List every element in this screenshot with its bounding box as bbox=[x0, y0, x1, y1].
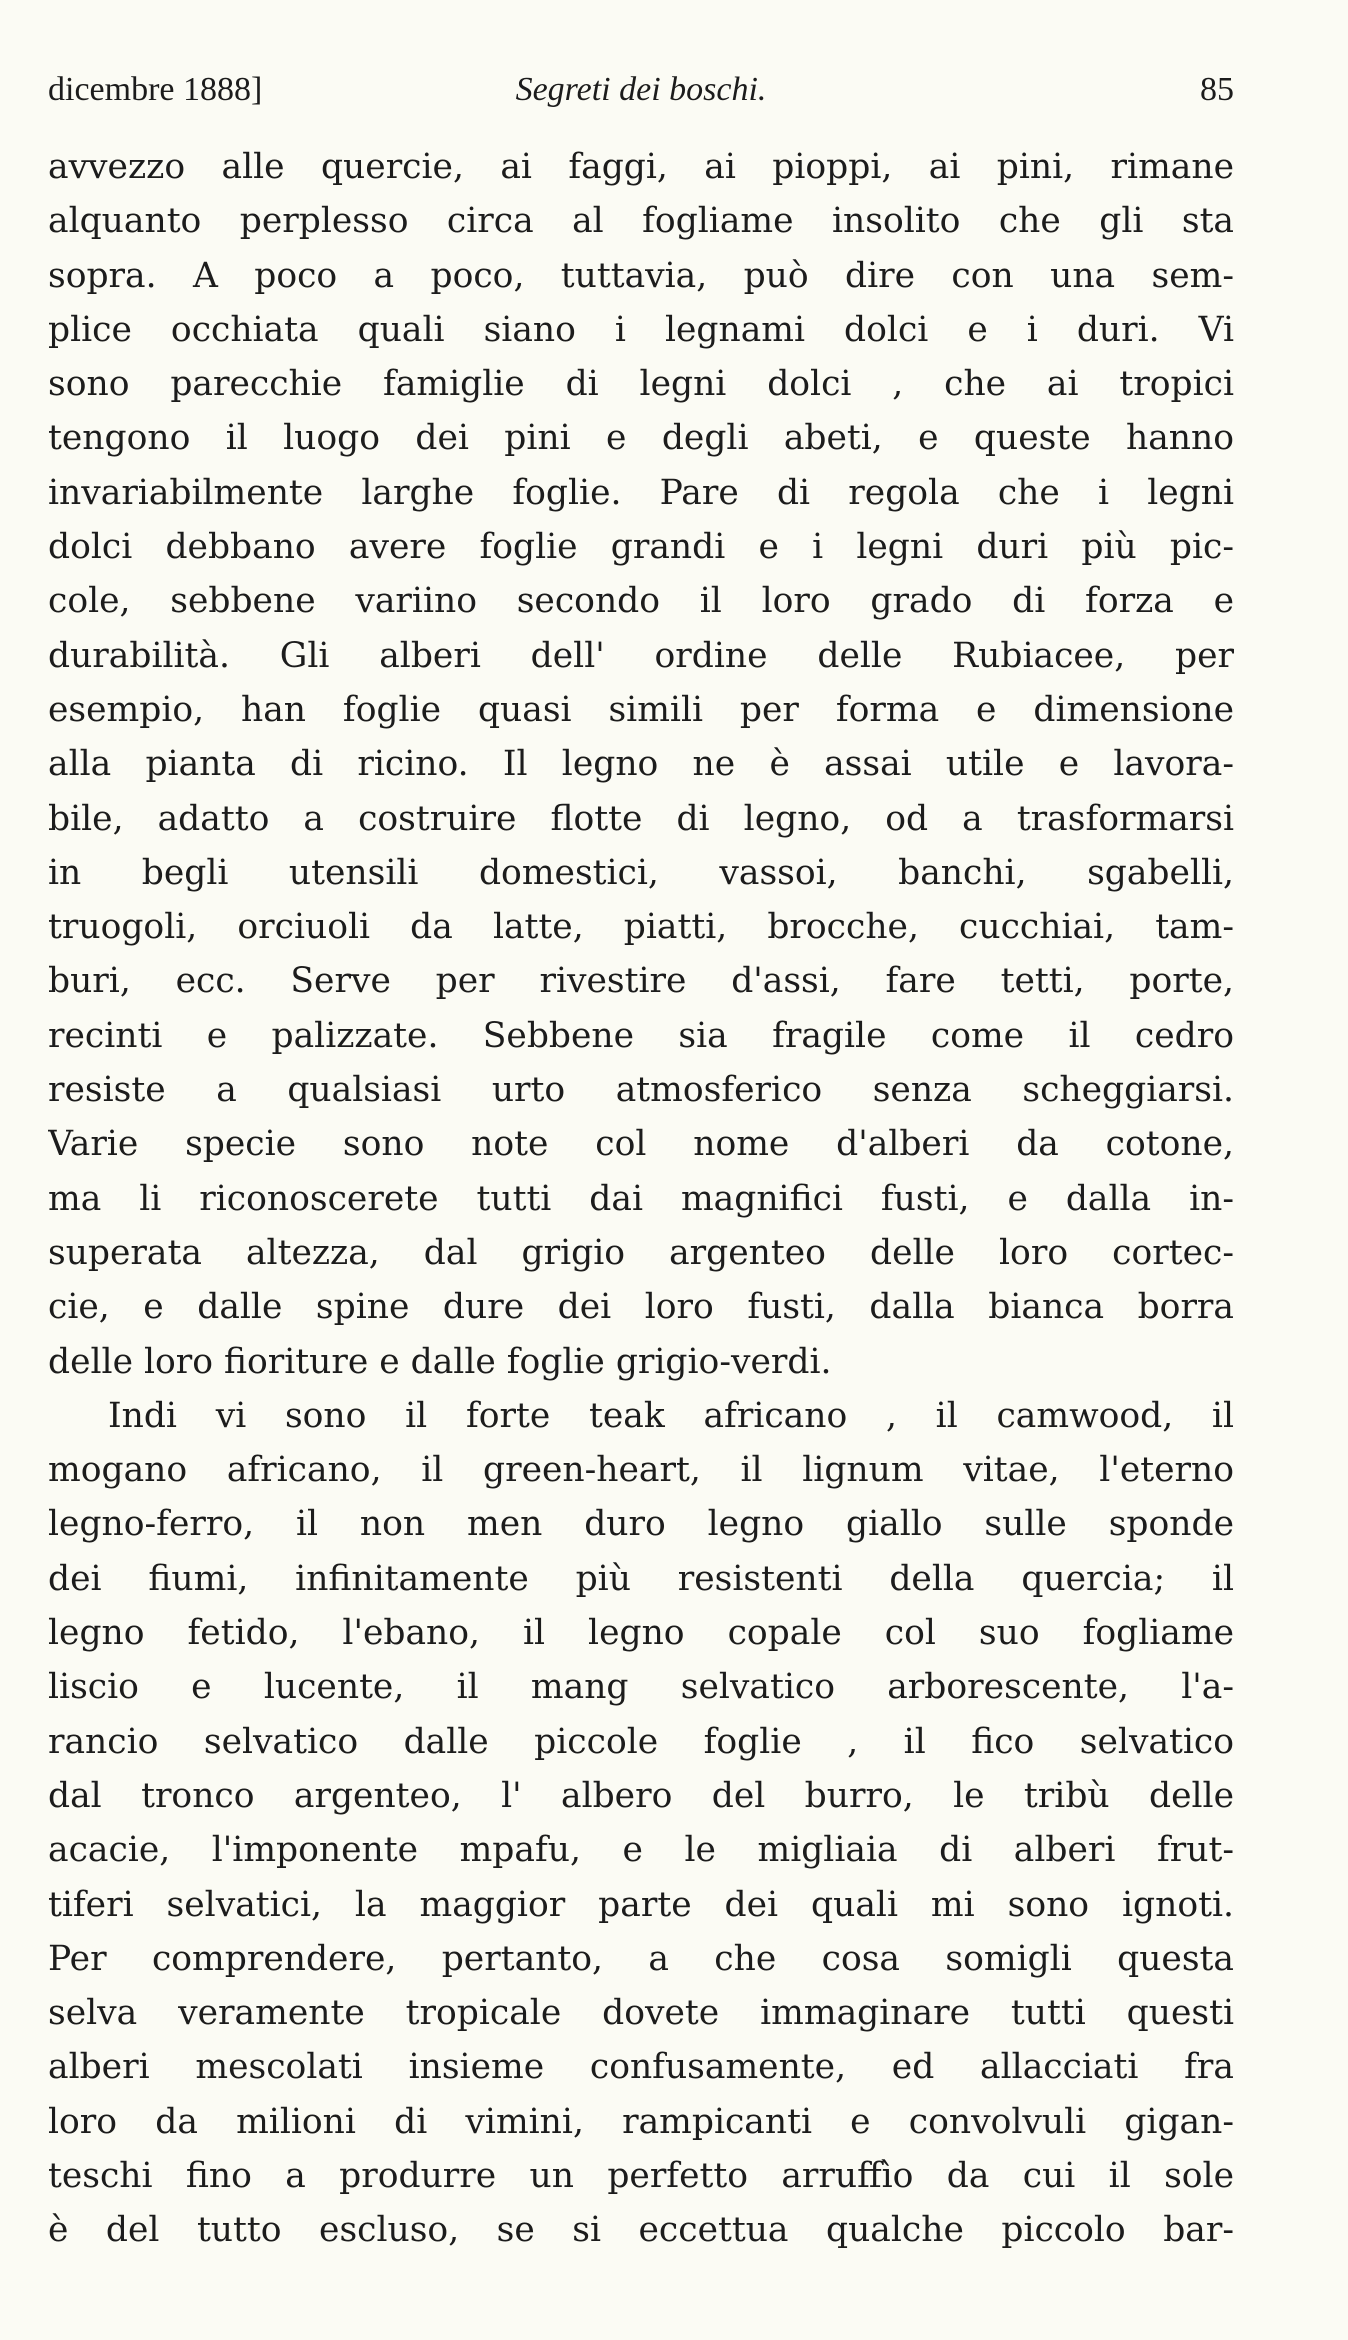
text-line: truogoli, orciuoli da latte, piatti, brocche, cucchiai, tam- bbox=[48, 907, 1234, 948]
text-line: Per comprendere, pertanto, a che cosa somigli questa bbox=[48, 1938, 1234, 1979]
text-line: buri, ecc. Serve per rivestire d'assi, fare tetti, porte, bbox=[48, 961, 1234, 1002]
text-line: tengono il luogo dei pini e degli abeti, e queste hanno bbox=[48, 418, 1234, 459]
running-header bbox=[48, 70, 1234, 110]
text-line: legno fetido, l'ebano, il legno copale col suo fogliame bbox=[48, 1613, 1234, 1654]
text-line: dolci debbano avere foglie grandi e i legni duri più pic- bbox=[48, 527, 1234, 568]
text-line: selva veramente tropicale dovete immaginare tutti questi bbox=[48, 1993, 1234, 2034]
paragraph-start-line: Indi vi sono il forte teak africano , il camwood, il bbox=[108, 1395, 1234, 1436]
text-line: superata altezza, dal grigio argenteo delle loro cortec- bbox=[48, 1232, 1234, 1273]
text-line: tiferi selvatici, la maggior parte dei quali mi sono ignoti. bbox=[48, 1884, 1234, 1925]
text-line: Varie specie sono note col nome d'alberi da cotone, bbox=[48, 1124, 1234, 1165]
text-line: in begli utensili domestici, vassoi, banchi, sgabelli, bbox=[48, 852, 1234, 893]
text-line: alla pianta di ricino. Il legno ne è assai utile e lavora- bbox=[48, 744, 1234, 785]
text-line: loro da milioni di vimini, rampicanti e convolvuli gigan- bbox=[48, 2101, 1234, 2142]
text-line: alberi mescolati insieme confusamente, ed allacciati fra bbox=[48, 2047, 1234, 2088]
text-line: teschi fino a produrre un perfetto arruffìo da cui il sole bbox=[48, 2155, 1234, 2196]
text-line: resiste a qualsiasi urto atmosferico senza scheggiarsi. bbox=[48, 1070, 1234, 1111]
text-line: sono parecchie famiglie di legni dolci , che ai tropici bbox=[48, 364, 1234, 405]
text-line: invariabilmente larghe foglie. Pare di regola che i legni bbox=[48, 472, 1234, 513]
text-line: mogano africano, il green-heart, il lignum vitae, l'eterno bbox=[48, 1450, 1234, 1491]
text-line: durabilità. Gli alberi dell' ordine delle Rubiacee, per bbox=[48, 635, 1234, 676]
text-line: cole, sebbene variino secondo il loro grado di forza e bbox=[48, 581, 1234, 622]
text-line: legno-ferro, il non men duro legno giallo sulle sponde bbox=[48, 1504, 1234, 1545]
paragraph-end-line: delle loro fioriture e dalle foglie grigio-verdi. bbox=[48, 1341, 832, 1382]
text-line: è del tutto escluso, se si eccettua qualche piccolo bar- bbox=[48, 2210, 1234, 2251]
text-line: sopra. A poco a poco, tuttavia, può dire con una sem- bbox=[48, 255, 1234, 296]
text-line: cie, e dalle spine dure dei loro fusti, dalla bianca borra bbox=[48, 1287, 1234, 1328]
text-line: esempio, han foglie quasi simili per forma e dimensione bbox=[48, 689, 1234, 730]
text-line: dal tronco argenteo, l' albero del burro, le tribù delle bbox=[48, 1775, 1234, 1816]
header-title: Segreti dei boschi. bbox=[515, 71, 767, 108]
text-line: acacie, l'imponente mpafu, e le migliaia di alberi frut- bbox=[48, 1830, 1234, 1871]
text-line: bile, adatto a costruire flotte di legno, od a trasformarsi bbox=[48, 798, 1234, 839]
text-line: liscio e lucente, il mang selvatico arborescente, l'a- bbox=[48, 1667, 1234, 1708]
header-date: dicembre 1888] bbox=[48, 71, 263, 108]
text-line: ma li riconoscerete tutti dai magnifici fusti, e dalla in- bbox=[48, 1178, 1234, 1219]
text-line: avvezzo alle quercie, ai faggi, ai pioppi, ai pini, rimane bbox=[48, 147, 1234, 187]
text-line: dei fiumi, infinitamente più resistenti della quercia; il bbox=[48, 1558, 1234, 1599]
text-line: recinti e palizzate. Sebbene sia fragile come il cedro bbox=[48, 1015, 1234, 1056]
text-line: rancio selvatico dalle piccole foglie , il fico selvatico bbox=[48, 1721, 1234, 1762]
text-line: alquanto perplesso circa al fogliame insolito che gli sta bbox=[48, 201, 1234, 242]
page-number: 85 bbox=[1200, 71, 1234, 108]
text-line: plice occhiata quali siano i legnami dolci e i duri. Vi bbox=[48, 309, 1234, 350]
body-text bbox=[48, 140, 1234, 2258]
